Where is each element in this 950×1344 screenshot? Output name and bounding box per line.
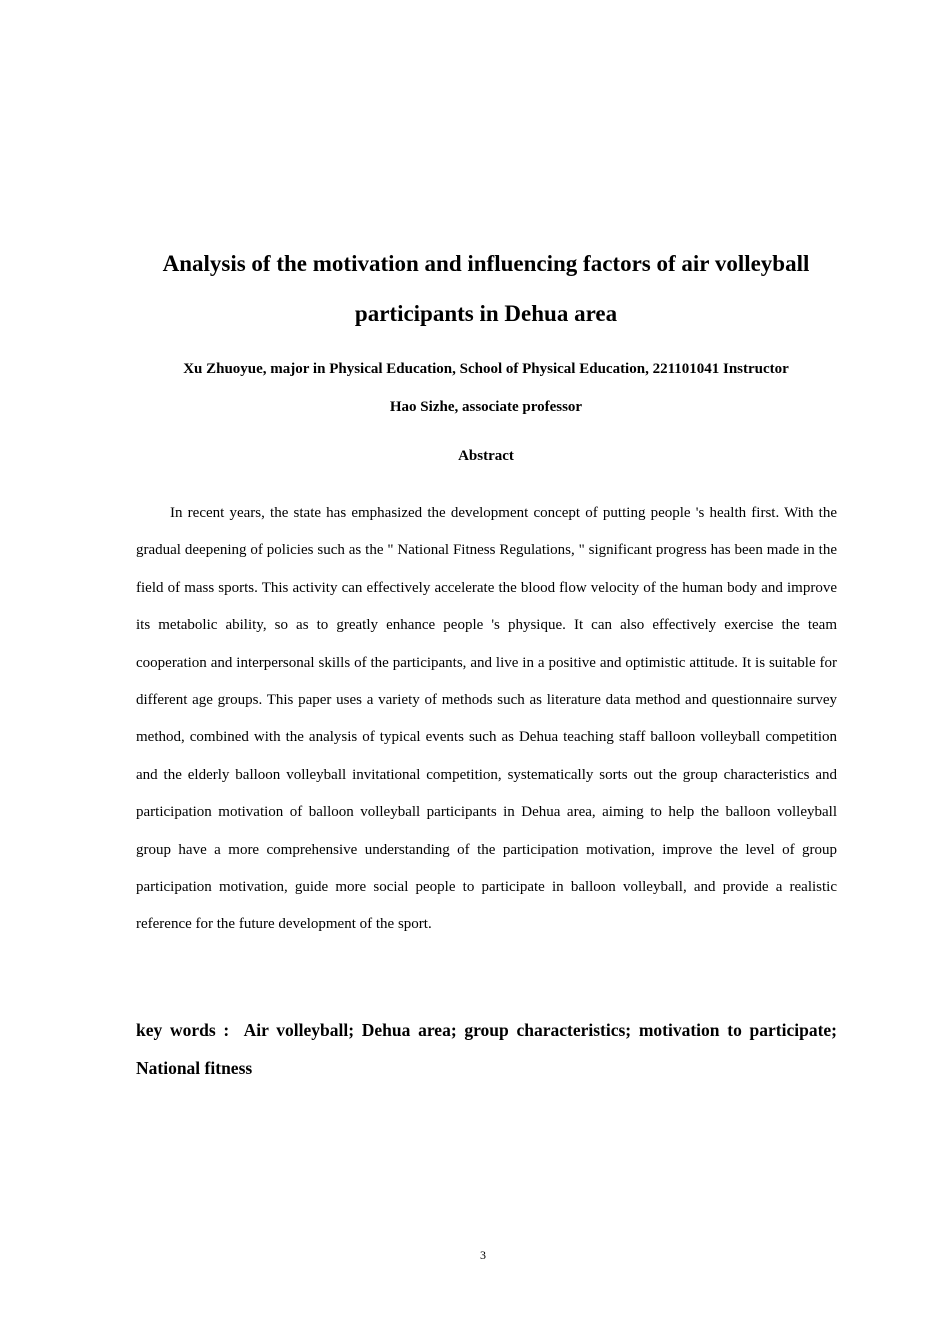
author-info-line-2: Hao Sizhe, associate professor <box>389 399 583 415</box>
keywords: key words : Air volleyball; Dehua area; group characteristics; motivation to participate; National fitness <box>136 1020 837 1078</box>
abstract-heading: Abstract <box>458 448 514 464</box>
paper-title-line-2: participants in Dehua area <box>354 301 618 326</box>
page-number: 3 <box>480 1248 486 1262</box>
abstract-body: In recent years, the state has emphasized the development concept of putting people 's health first. With the gradual deepening of policies such as the " National Fitness Regulations, " significant progress has been made in the field of mass sports. This activity can effectively accelerate the blood flow velocity of the human body and improve its metabolic ability, so as to greatly enhance people 's physique. It can also effectively exercise the team cooperation and interpersonal skills of the participants, and live in a positive and optimistic attitude. It is suitable for different age groups. This paper uses a variety of methods such as literature data method and questionnaire survey method, combined with the analysis of typical events such as Dehua teaching staff balloon volleyball competition and the elderly balloon volleyball invitational competition, systematically sorts out the group characteristics and participation motivation of balloon volleyball participants in Dehua area, aiming to help the balloon volleyball group have a more comprehensive understanding of the participation motivation, improve the level of group participation motivation, guide more social people to participate in balloon volleyball, and provide a realistic reference for the future development of the sport. <box>136 505 837 933</box>
author-info-line-1: Xu Zhuoyue, major in Physical Education, School of Physical Education, 221101041 Instructor <box>183 361 789 377</box>
paper-title-line-1: Analysis of the motivation and influencing factors of air volleyball <box>162 251 810 276</box>
